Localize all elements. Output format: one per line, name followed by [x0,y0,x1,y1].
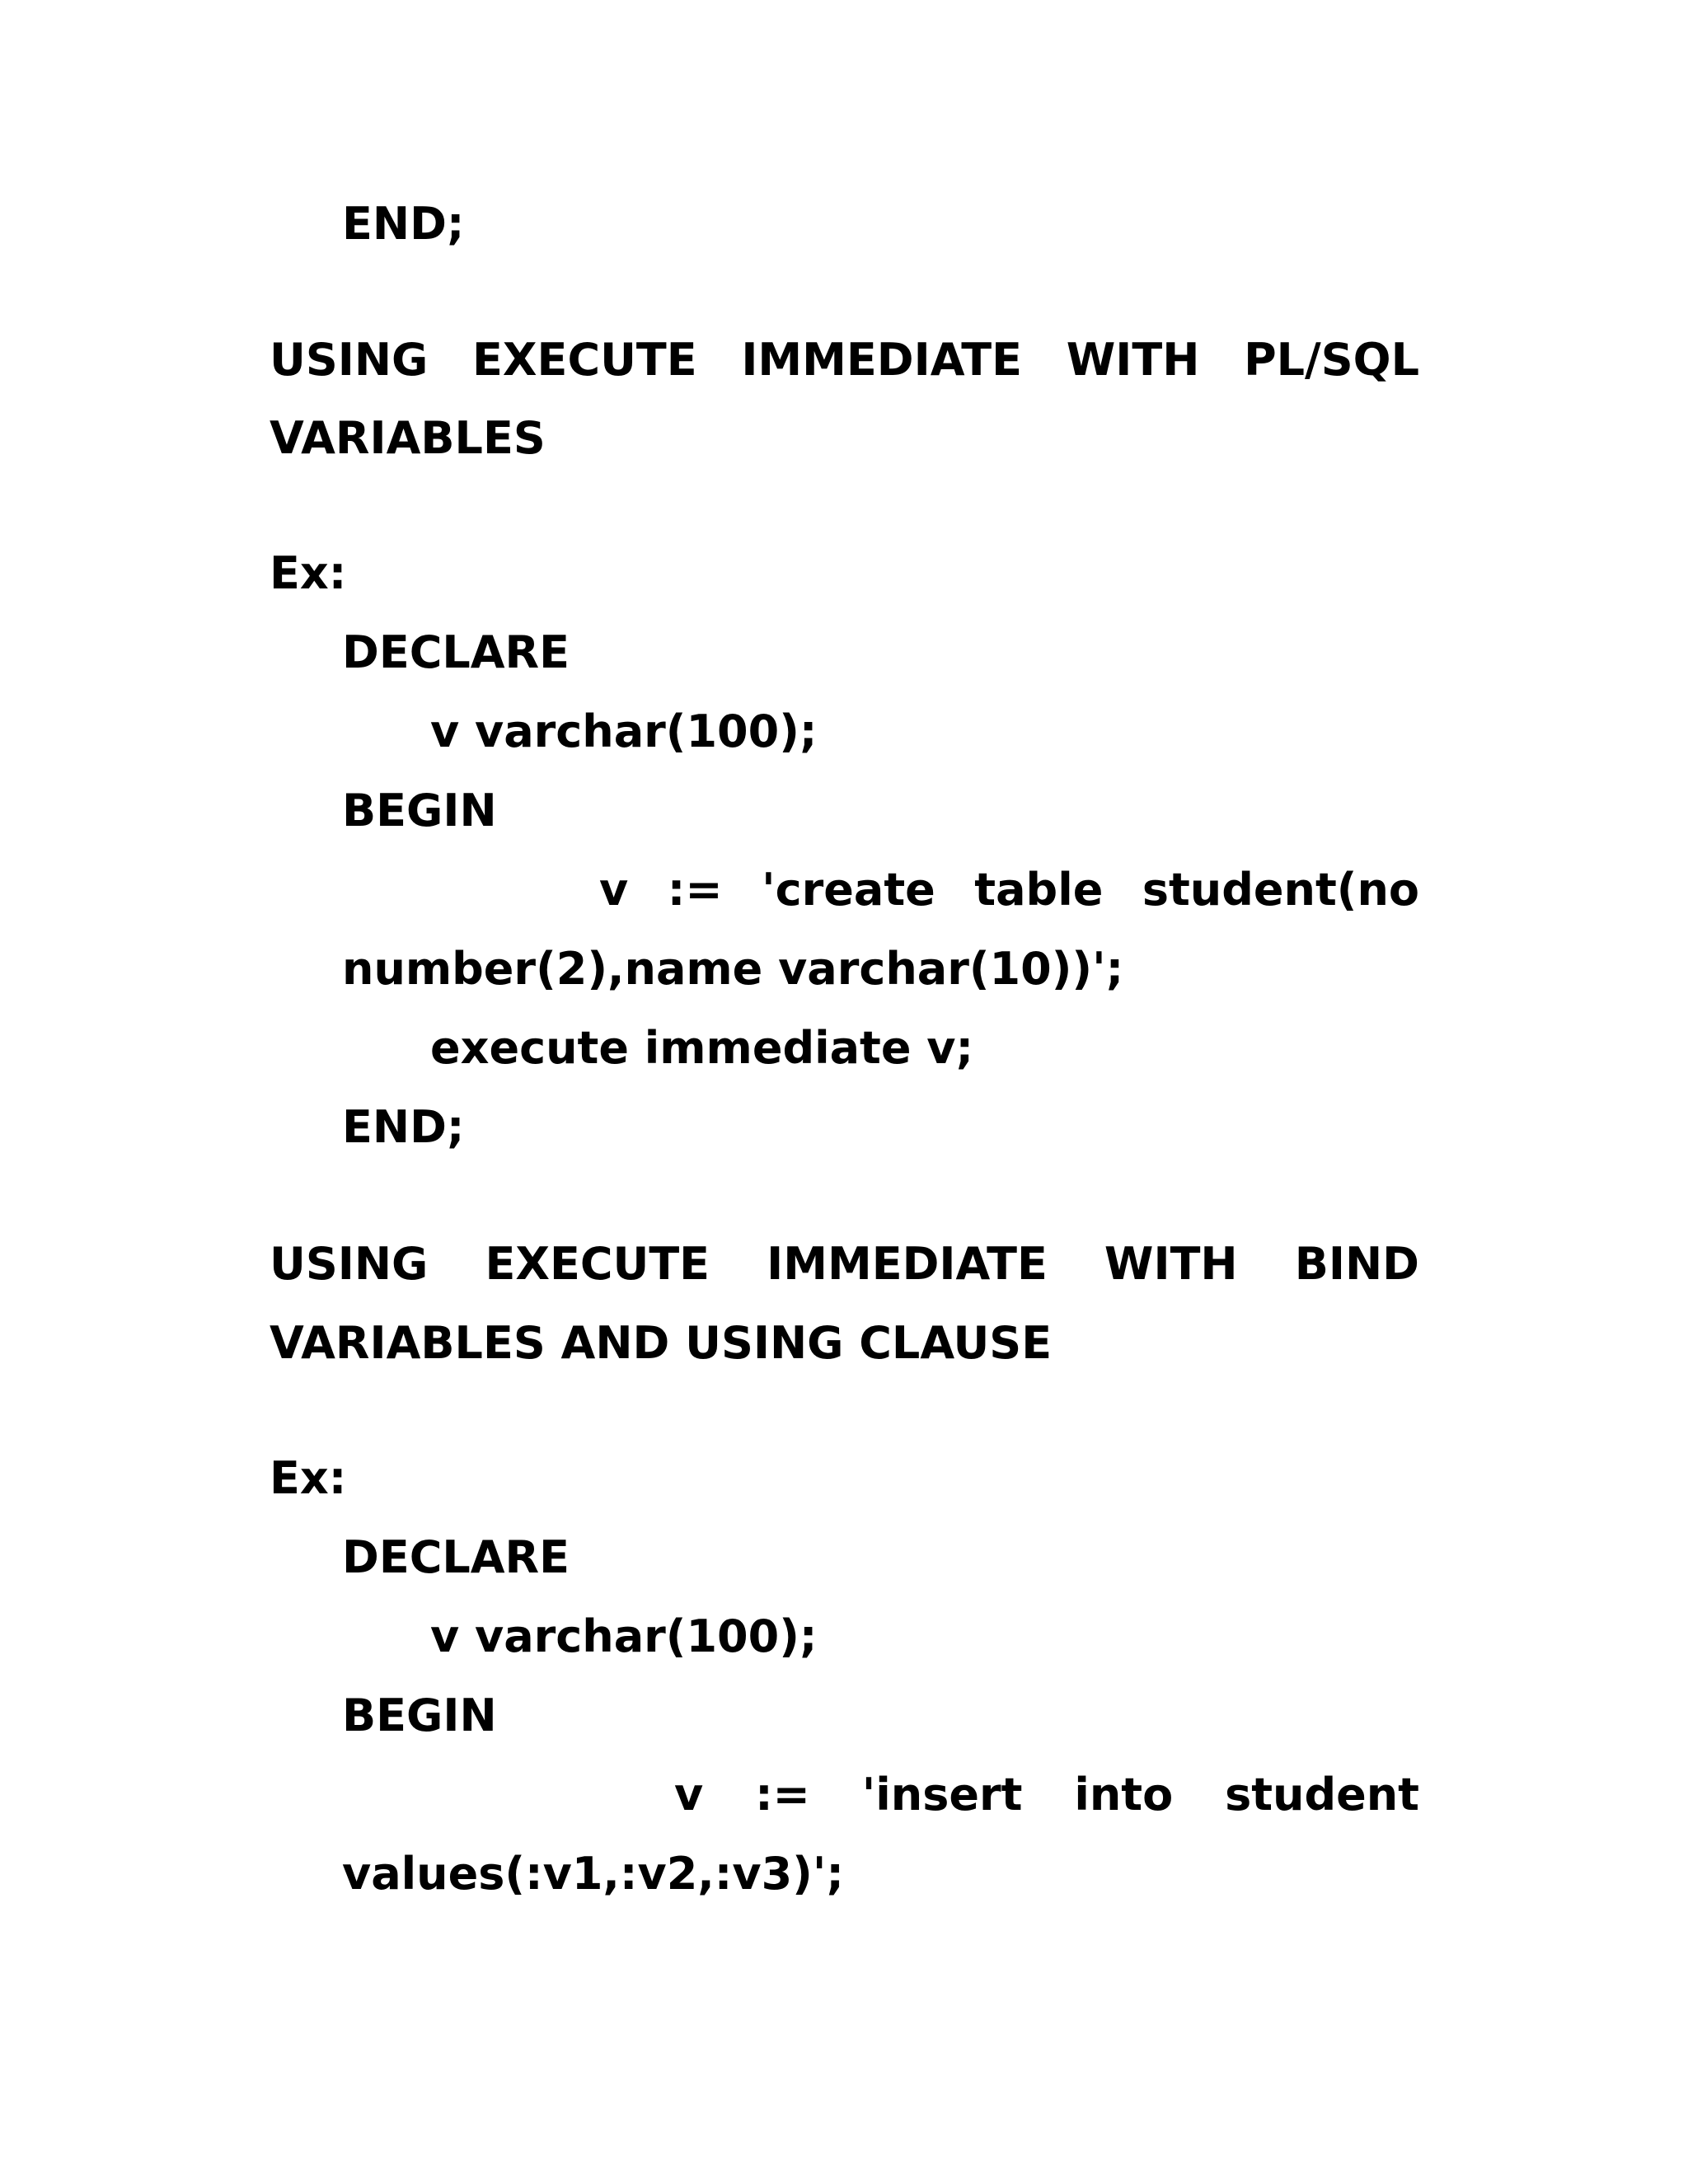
code-end-top: END; [342,198,465,250]
section1-assign-cont: number(2),name varchar(10))'; [342,943,1124,995]
section1-heading-line2: VARIABLES [270,412,546,464]
section2-begin: BEGIN [342,1690,497,1741]
section1-declare: DECLARE [342,626,570,678]
section2-heading-line1 [270,1235,1419,1294]
heading-word: PL/SQL [1244,334,1419,386]
code-word: v [599,864,629,916]
code-word: := [755,1769,810,1821]
section2-ex-label: Ex: [270,1452,347,1504]
section2-declare: DECLARE [342,1531,570,1583]
section1-end: END; [342,1101,465,1153]
section1-ex-label: Ex: [270,547,347,599]
section1-execute: execute immediate v; [430,1022,974,1074]
code-word: student(no [1142,864,1419,916]
code-word: 'create [762,864,935,916]
heading-word: USING [270,1238,429,1290]
section2-assign-line [674,1765,1419,1825]
heading-word: WITH [1104,1238,1238,1290]
heading-word: USING [270,334,429,386]
section1-var-decl: v varchar(100); [430,705,818,757]
code-word: v [674,1769,704,1821]
code-word: student [1225,1769,1419,1821]
heading-word: BIND [1294,1238,1419,1290]
heading-word: EXECUTE [472,334,697,386]
section2-assign-cont: values(:v1,:v2,:v3)'; [342,1848,844,1900]
heading-word: WITH [1066,334,1200,386]
section2-var-decl: v varchar(100); [430,1610,818,1662]
code-word: table [974,864,1104,916]
section1-begin: BEGIN [342,785,497,837]
code-word: := [667,864,723,916]
heading-word: IMMEDIATE [767,1238,1048,1290]
heading-word: IMMEDIATE [741,334,1023,386]
heading-word: EXECUTE [485,1238,710,1290]
section1-assign-line [599,860,1419,920]
code-word: 'insert [861,1769,1023,1821]
section2-heading-line2: VARIABLES AND USING CLAUSE [270,1317,1053,1369]
code-word: into [1074,1769,1174,1821]
section1-heading-line1 [270,330,1419,390]
